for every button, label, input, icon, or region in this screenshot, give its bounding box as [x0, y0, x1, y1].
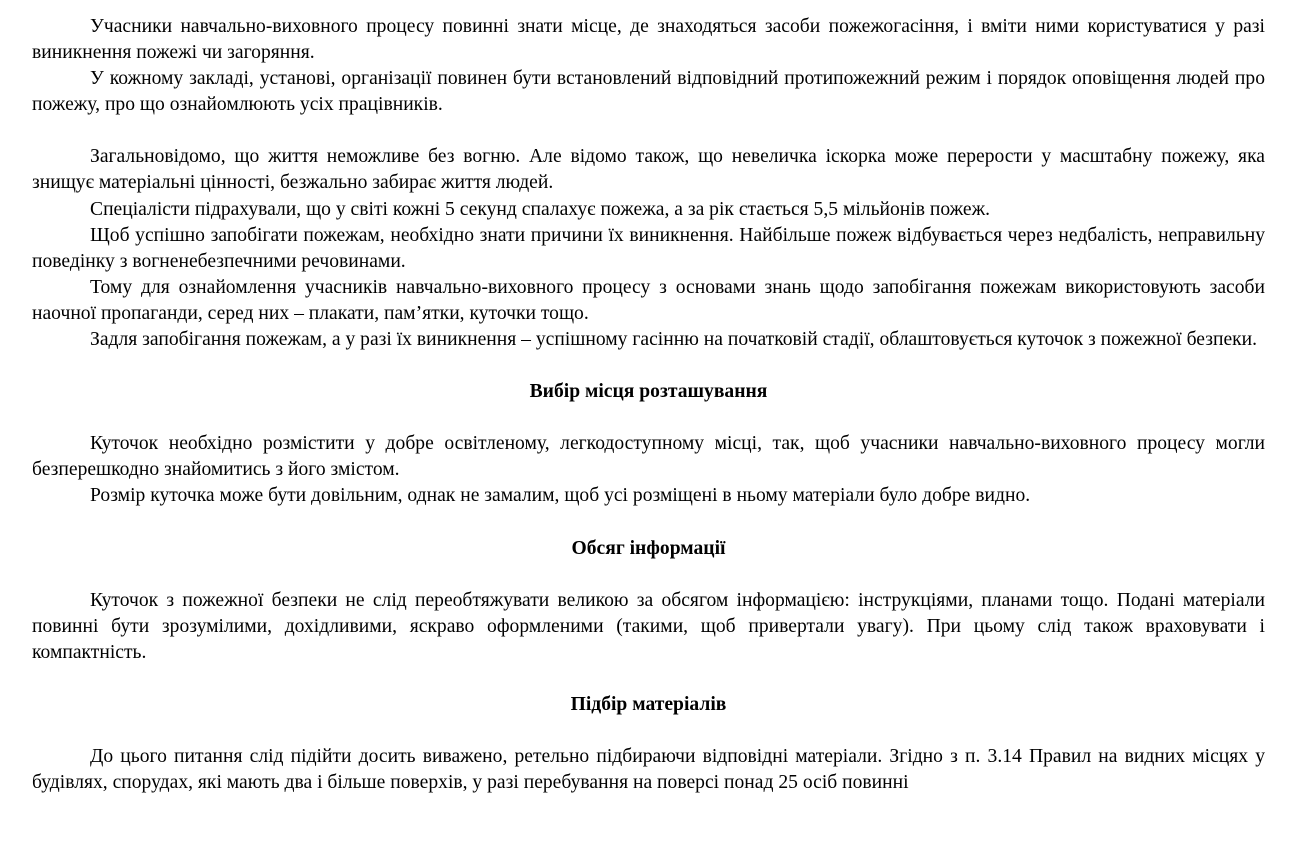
spacer — [32, 562, 1265, 588]
section-heading-location: Вибір місця розташування — [529, 381, 768, 403]
paragraph-main-1: Загальновідомо, що життя неможливе без вогню. Але відомо також, що невеличка іскорка може перерости у масштабну пожежу, яка знищує матеріальні цінності, безжально забирає життя людей. — [32, 146, 1265, 194]
spacer — [32, 718, 1265, 744]
paragraph-intro-2: У кожному закладі, установі, організації повинен бути встановлений відповідний протипожежний режим і порядок оповіщення людей про пожежу, про що ознайомлюють усіх працівників. — [32, 68, 1265, 116]
document-page — [32, 14, 1265, 796]
paragraph-main-2: Спеціалісти підрахували, що у світі кожні 5 секунд спалахує пожежа, а за рік стається 5,5 мільйонів пожеж. — [90, 198, 991, 220]
spacer — [32, 118, 1265, 144]
spacer — [32, 405, 1265, 431]
section-heading-materials: Підбір матеріалів — [570, 693, 727, 715]
paragraph-main-3: Щоб успішно запобігати пожежам, необхідно знати причини їх виникнення. Найбільше пожеж відбувається через недбалість, неправильну поведінку з вогненебезпечними речовинами. — [32, 224, 1265, 272]
spacer — [32, 510, 1265, 536]
paragraph-location-1: Куточок необхідно розмістити у добре освітленому, легкодоступному місці, так, щоб учасники навчально-виховного процесу могли безперешкодно знайомитись з його змістом. — [32, 433, 1265, 481]
paragraph-info-1: Куточок з пожежної безпеки не слід переобтяжувати великою за обсягом інформацією: інструкціями, планами тощо. Подані матеріали повинні бути зрозумілими, дохідливими, яскраво оформленими (такими, щоб привертали увагу). При цьому слід також враховувати і компактність. — [32, 589, 1265, 663]
paragraph-intro-1: Учасники навчально-виховного процесу повинні знати місце, де знаходяться засоби пожежогасіння, і вміти ними користуватися у разі виникнення пожежі чи загоряння. — [32, 16, 1265, 64]
section-heading-info: Обсяг інформації — [571, 537, 726, 559]
spacer — [32, 353, 1265, 379]
spacer — [32, 666, 1265, 692]
paragraph-main-5: Задля запобігання пожежам, а у разі їх виникнення – успішному гасінню на початковій стадії, облаштовується куточок з пожежної безпеки. — [90, 329, 1258, 351]
paragraph-location-2: Розмір куточка може бути довільним, однак не замалим, щоб усі розміщені в ньому матеріали було добре видно. — [90, 485, 1031, 507]
paragraph-materials-1: До цього питання слід підійти досить виважено, ретельно підбираючи відповідні матеріали. Згідно з п. 3.14 Правил на видних місцях у будівлях, спорудах, які мають два і більше поверхів, у разі перебування на поверсі понад 25 осіб повинні — [32, 745, 1265, 794]
paragraph-main-4: Тому для ознайомлення учасників навчально-виховного процесу з основами знань щодо запобігання пожежам використовують засоби наочної пропаганди, серед них – плакати, пам’ятки, куточки тощо. — [32, 276, 1265, 324]
